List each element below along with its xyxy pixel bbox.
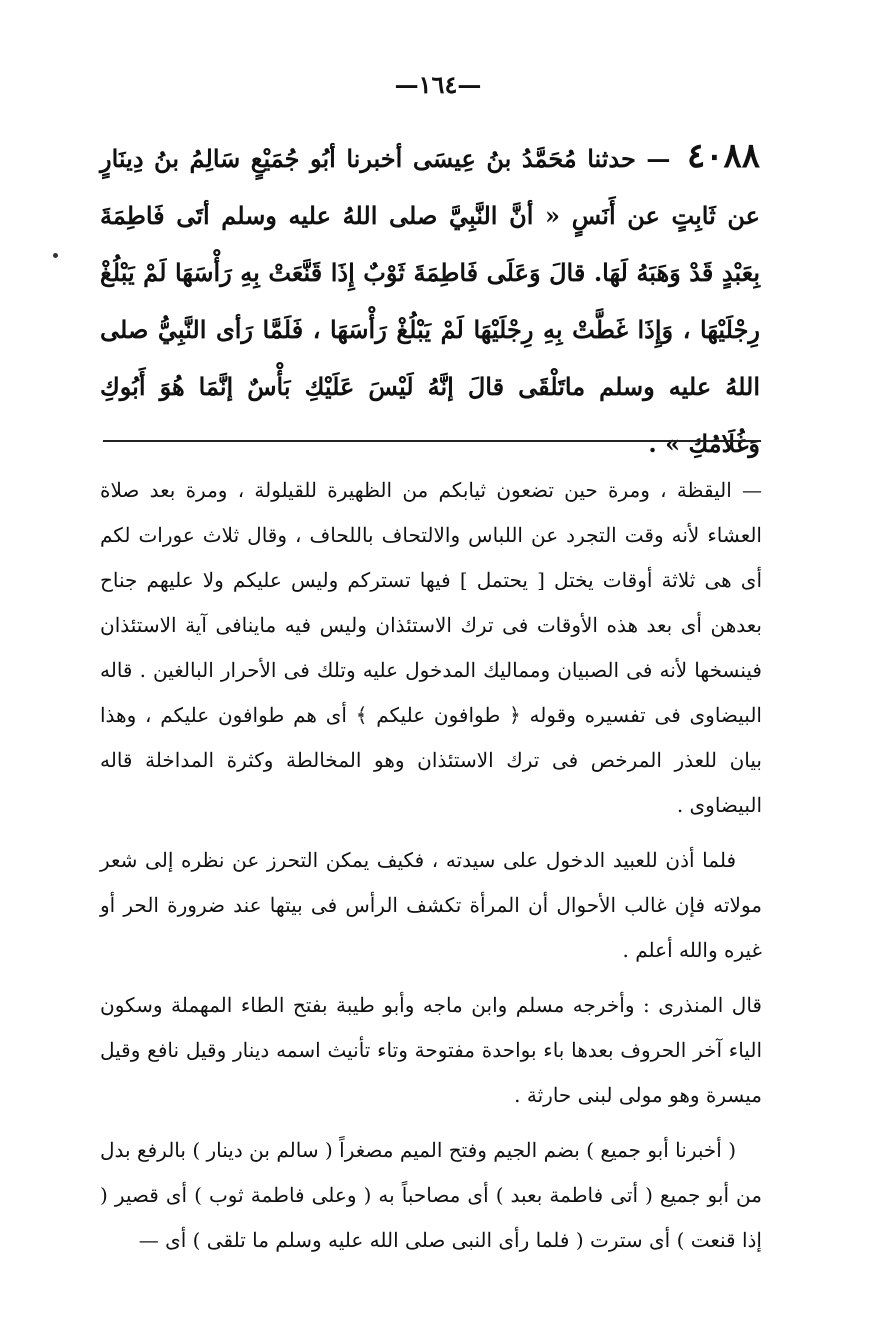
- commentary: [100, 468, 762, 1273]
- hadith-body: — حدثنا مُحَمَّدُ بنُ عِيسَى أخبرنا أبُو جُمَيْعٍ سَالِمُ بنُ دِينَارٍ عن ثَابِتٍ عن أَنَسٍ « أنَّ النَّبِيَّ صلى اللهُ عليه وسلم أتَى فَاطِمَةَ بِعَبْدٍ قَدْ وَهَبَهُ لَهَا. قالَ وَعَلَى فَاطِمَةَ ثَوْبٌ إِذَا قَنَّعَتْ بِهِ رَأْسَهَا لَمْ يَبْلُغْ رِجْلَيْهَا ، وَإِذَا غَطَّتْ بِهِ رِجْلَيْهَا لَمْ يَبْلُغْ رَأْسَهَا ، فَلَمَّا رَأى النَّبِيُّ صلى اللهُ عليه وسلم ماتَلْقَى قالَ إنَّهُ لَيْسَ عَلَيْكِ بَأْسٌ إنَّمَا هُوَ أَبُوكِ وَغُلَامُكِ » .: [100, 144, 760, 458]
- hadith-number: ٤٠٨٨: [686, 136, 761, 176]
- margin-dot: [53, 253, 58, 258]
- commentary-paragraph: قال المنذرى : وأخرجه مسلم وابن ماجه وأبو طيبة بفتح الطاء المهملة وسكون الياء آخر الحروف بعدها باء بواحدة مفتوحة وتاء تأنيث اسمه دينار وقيل نافع وقيل ميسرة وهو مولى لبنى حارثة .: [100, 993, 762, 1107]
- commentary-paragraph: — اليقظة ، ومرة حين تضعون ثيابكم من الظهيرة للقيلولة ، ومرة بعد صلاة العشاء لأنه وقت التجرد عن اللباس والالتحاف باللحاف ، وقال ثلاث عورات لكم أى هى ثلاثة أوقات يختل [ يحتمل ] فيها تستركم وليس عليكم ولا عليهم جناح بعدهن أى بعد هذه الأوقات فى ترك الاستئذان وليس فيه ماينافى آية الاستئذان فينسخها لأنه فى الصبيان ومماليك المدخول عليه وتلك فى الأحرار البالغين . قاله البيضاوى فى تفسيره وقوله ﴿ طوافون عليكم ﴾ أى هم طوافون عليكم ، وهذا بيان للعذر المرخص فى ترك الاستئذان وهو المخالطة وكثرة المداخلة قاله البيضاوى .: [100, 478, 762, 817]
- footnote-divider: [103, 440, 761, 442]
- commentary-paragraph: ( أخبرنا أبو جميع ) بضم الجيم وفتح الميم مصغراً ( سالم بن دينار ) بالرفع بدل من أبو جميع ( أتى فاطمة بعبد ) أى مصاحباً به ( وعلى فاطمة ثوب ) أى قصير ( إذا قنعت ) أى سترت ( فلما رأى النبى صلى الله عليه وسلم ما تلقى ) أى —: [100, 1138, 762, 1252]
- commentary-paragraph: فلما أذن للعبيد الدخول على سيدته ، فكيف يمكن التحرز عن نظره إلى شعر مولاته فإن غالب الأحوال أن المرأة تكشف الرأس فى بيتها عند ضرورة الحر أو غيره والله أعلم .: [100, 848, 762, 962]
- hadith-text: [100, 128, 760, 472]
- page-number: —١٦٤—: [394, 70, 482, 99]
